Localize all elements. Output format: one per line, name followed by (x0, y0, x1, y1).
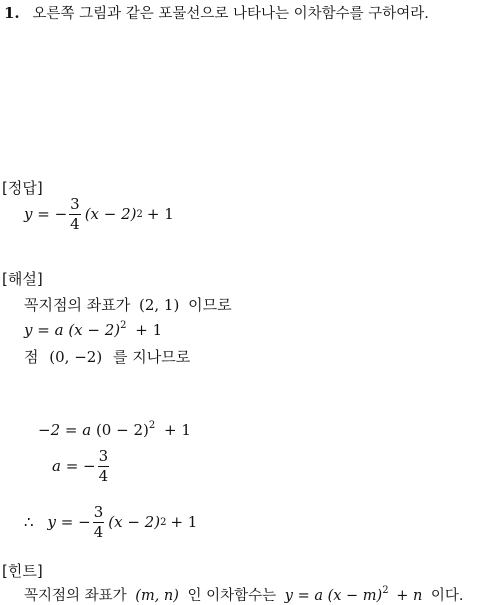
question-line (4, 2, 429, 23)
hint-point: (m, n) (135, 588, 179, 604)
explanation-eq3-fraction (93, 502, 105, 541)
answer-formula (24, 192, 174, 236)
explanation-eq3 (24, 500, 197, 544)
explanation-line3-point: (0, −2) (49, 348, 103, 366)
explanation-eq3-den: 4 (93, 522, 104, 541)
explanation-eq1-paren: (0 − 2) (95, 421, 149, 439)
therefore-symbol: ∴ (24, 513, 34, 531)
explanation-line2-lhs: y = a (24, 321, 64, 339)
explanation-line1 (24, 294, 232, 315)
explanation-eq2-lhs: a = − (52, 457, 96, 475)
question-number: 1. (4, 4, 20, 22)
explanation-line1-suffix: 이므로 (188, 296, 232, 314)
answer-frac-num: 3 (70, 194, 80, 213)
explanation-eq1 (38, 420, 191, 439)
explanation-eq1-tail: + 1 (164, 421, 191, 439)
explanation-line3 (24, 346, 190, 367)
explanation-eq2-den: 4 (98, 466, 109, 485)
answer-lhs: y = − (24, 205, 68, 223)
explanation-eq3-tail: + 1 (170, 513, 198, 531)
hint-heading: [힌트] (2, 562, 43, 580)
explanation-line2-tail: + 1 (135, 321, 163, 339)
explanation-line3-suffix: 를 지나므로 (112, 348, 191, 366)
explanation-line2-power: 2 (120, 320, 127, 331)
hint-mid: 인 이차함수는 (187, 588, 277, 604)
answer-rhs: (x − 2) (84, 205, 137, 223)
hint-formula-paren: (x − m) (327, 588, 383, 604)
explanation-eq3-paren: (x − 2) (108, 513, 161, 531)
explanation-line2-paren: (x − 2) (68, 321, 121, 339)
explanation-eq2-num: 3 (98, 446, 109, 465)
hint-suffix: 이다. (430, 588, 464, 604)
explanation-eq2 (52, 444, 111, 488)
explanation-eq2-fraction (98, 446, 110, 485)
question-text: 오른쪽 그림과 같은 포물선으로 나타나는 이차함수를 구하여라. (32, 6, 429, 22)
explanation-eq3-lhs: y = − (47, 513, 91, 531)
explanation-line1-point: (2, 1) (138, 296, 180, 314)
explanation-line2 (24, 320, 162, 339)
hint-line (24, 584, 464, 605)
explanation-line3-prefix: 점 (24, 348, 39, 366)
hint-text-prefix: 꼭지점의 좌표가 (24, 588, 127, 604)
answer-tail: + 1 (146, 205, 174, 223)
hint-formula-tail: + n (396, 588, 423, 604)
hint-formula-power: 2 (382, 585, 389, 596)
answer-frac-den: 4 (70, 214, 80, 233)
explanation-eq3-num: 3 (93, 502, 104, 521)
explanation-line1-text: 꼭지점의 좌표가 (24, 296, 131, 314)
answer-fraction (69, 194, 81, 233)
explanation-eq3-power: 2 (160, 516, 167, 528)
explanation-eq1-lhs: −2 = a (38, 421, 92, 439)
explanation-heading: [해설] (2, 270, 43, 288)
answer-power: 2 (136, 208, 143, 220)
answer-heading: [정답] (2, 179, 43, 197)
hint-formula-lhs: y = a (284, 588, 323, 604)
explanation-eq1-power: 2 (148, 420, 156, 431)
